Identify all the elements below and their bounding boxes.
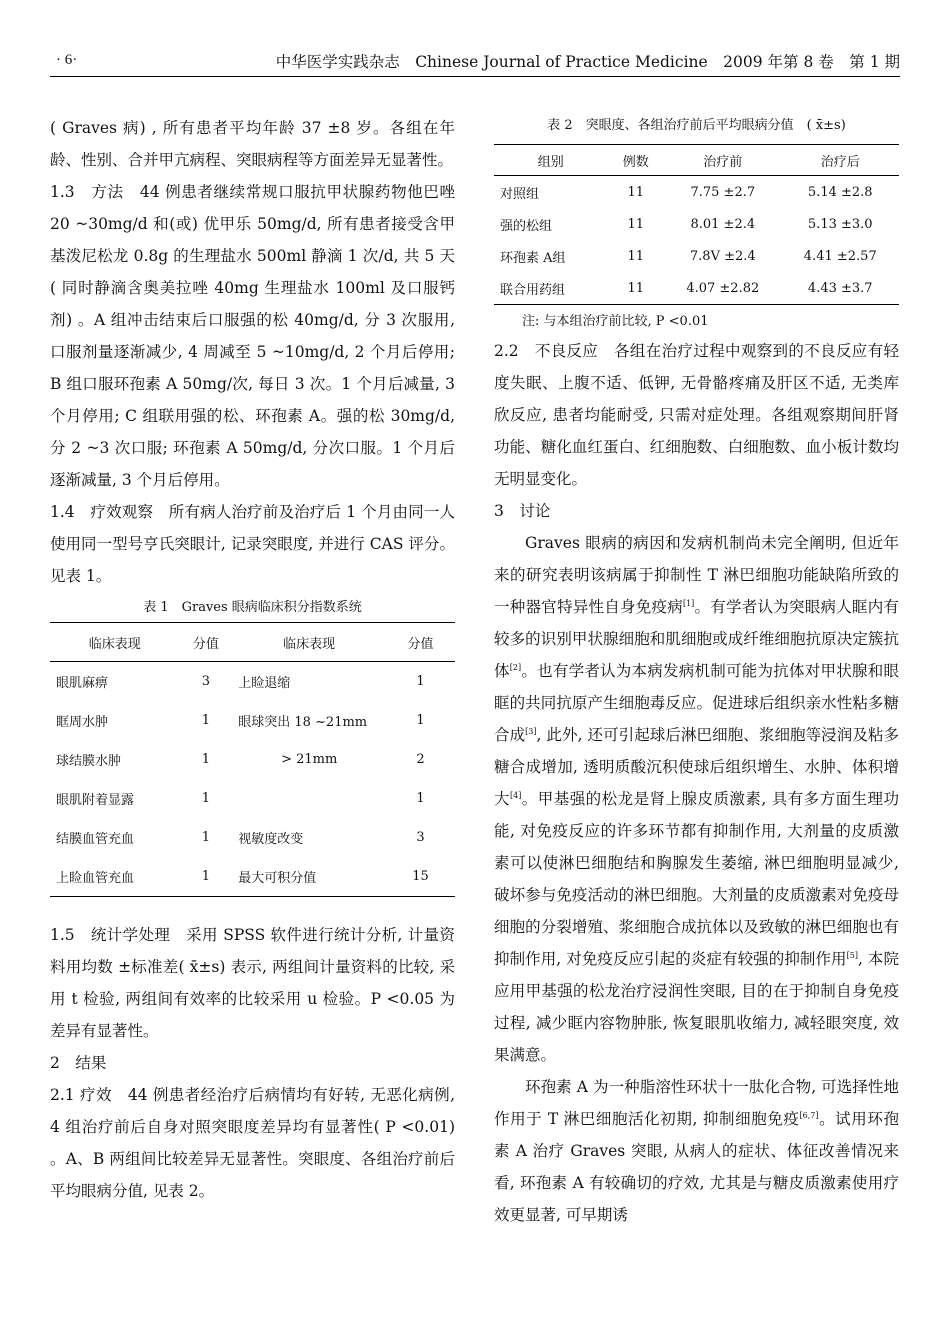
left-column xyxy=(50,112,455,1207)
citation: [4] xyxy=(509,790,522,800)
column-header: 治疗前 xyxy=(664,145,781,176)
table-cell: 强的松组 xyxy=(500,218,553,234)
table-cell: 结膜血管充血 xyxy=(56,832,135,847)
table-row xyxy=(50,779,455,818)
table-header-row xyxy=(494,145,899,176)
text-run: , 此外, 还可引起球后淋巴细胞、浆细胞等浸润及粘多糖合成增加, 透明质酸沉积使球后组织增生、水肿、体积增大 xyxy=(494,726,899,808)
table-2-note: 注: 与本组治疗前比较, P <0.01 xyxy=(522,314,709,329)
text-run: , 本院应用甲基强的松龙治疗浸润性突眼, 目的在于抑制自身免疫过程, 减少眶内容物肿胀, 恢复眼肌收缩力, 减轻眼突度, 效果满意。 xyxy=(494,950,899,1064)
table-cell: 5.14 ±2.8 xyxy=(807,184,873,200)
table-cell: 球结膜水肿 xyxy=(56,754,122,769)
table-cell: 1 xyxy=(201,752,211,767)
statistics-paragraph: 1.5 统计学处理 采用 SPSS 软件进行统计分析, 计量资料用均数 ±标准差( x̄±s) 表示, 两组间计量资料的比较, 采用 t 检验, 两组间有效率的比较采用 u 检验。P <0.05 为差异有显著性。 xyxy=(50,926,455,1040)
column-header: 分值 xyxy=(180,623,233,662)
right-column xyxy=(494,112,899,1231)
text-run: 环孢素 A 为一种脂溶性环状十一肽化合物, 可选择性地作用于 T 淋巴细胞活化初期, 抑制细胞免疫 xyxy=(494,1078,899,1128)
page-header xyxy=(50,50,900,78)
table-1-caption: 表 1 Graves 眼病临床积分指数系统 xyxy=(143,600,362,615)
text-run: 。有学者认为突眼病人眶内有较多的识别甲状腺细胞和肌细胞或成纤维细胞抗原决定簇抗体 xyxy=(494,598,899,680)
column-header: 分值 xyxy=(386,623,455,662)
table-row xyxy=(494,272,899,305)
text-run: 。试用环孢素 A 治疗 Graves 突眼, 从病人的症状、体征改善情况来看, 环孢素 A 有较确切的疗效, 尤其是与糖皮质激素使用疗效更显著, 可早期诱 xyxy=(494,1110,899,1224)
table-cell: 1 xyxy=(201,713,211,728)
table-cell: 环孢素 A组 xyxy=(500,250,566,266)
table-cell: 1 xyxy=(416,674,425,689)
table-row xyxy=(50,701,455,740)
table-1-grid xyxy=(50,622,455,897)
table-cell: 4.07 ±2.82 xyxy=(686,280,760,296)
table-row xyxy=(50,740,455,779)
table-row xyxy=(50,857,455,897)
column-header: 临床表现 xyxy=(50,623,180,662)
column-header: 治疗后 xyxy=(782,145,899,176)
text-run: 。也有学者认为本病发病机制可能为抗体对甲状腺和眼眶的共同抗原产生细胞毒反应。促进球后组织亲水性粘多糖合成 xyxy=(494,662,899,744)
table-cell: 眶周水肿 xyxy=(56,715,109,730)
table-cell: 视敏度改变 xyxy=(238,832,304,847)
observation-paragraph: 1.4 疗效观察 所有病人治疗前及治疗后 1 个月由同一人使用同一型号亨氏突眼计, 记录突眼度, 并进行 CAS 评分。见表 1。 xyxy=(50,503,455,585)
table-cell: 最大可积分值 xyxy=(238,871,317,886)
page-number: · 6· xyxy=(56,52,78,68)
cyclosporine-paragraph xyxy=(494,1071,899,1231)
table-cell: 3 xyxy=(201,674,211,689)
table-row xyxy=(50,662,455,702)
citation: [6,7] xyxy=(799,1110,819,1120)
table-cell: 5.13 ±3.0 xyxy=(807,216,873,232)
column-header: 组别 xyxy=(494,145,607,176)
table-cell: 联合用药组 xyxy=(500,282,566,298)
text-run: 。甲基强的松龙是肾上腺皮质激素, 具有多方面生理功能, 对免疫反应的许多环节都有抑制作用, 大剂量的皮质激素可以使淋巴细胞结和胸腺发生萎缩, 淋巴细胞明显减少, 破坏参与免疫活动的淋巴细胞。大剂量的皮质激素对免疫母细胞的分裂增殖、浆细胞合成抗体以及致敏的淋巴细胞也有抑制作用, 对免疫反应引起的炎症有较强的抑制作用 xyxy=(494,790,899,968)
header-rule xyxy=(50,76,900,77)
table-cell: 11 xyxy=(627,216,644,232)
section-heading: 2 结果 xyxy=(50,1054,107,1072)
discussion-paragraph xyxy=(494,527,899,1071)
table-cell: 1 xyxy=(201,791,211,806)
table-cell: 1 xyxy=(201,830,211,845)
table-cell: 1 xyxy=(201,869,211,884)
table-cell: 眼肌附着显露 xyxy=(56,793,135,808)
methods-paragraph: 1.3 方法 44 例患者继续常规口服抗甲状腺药物他巴唑 20 ~30mg/d 和(或) 优甲乐 50mg/d, 所有患者接受含甲基泼尼松龙 0.8g 的生理盐水 500ml 静滴 1 次/d, 共 5 天( 同时静滴含奥美拉唑 40mg 生理盐水 100ml 及口服钙剂) 。A 组冲击结束后口服强的松 40mg/d, 分 3 次服用, 口服剂量逐渐减少, 4 周减至 5 ~10mg/d, 2 个月后停用; B 组口服环孢素 A 50mg/次, 每日 3 次。1 个月后减量, 3 个月停用; C 组联用强的松、环孢素 A。强的松 30mg/d, 分 2 ~3 次口服; 环孢素 A 50mg/d, 分次口服。1 个月后逐渐减量, 3 个月后停用。 xyxy=(50,183,455,489)
table-cell: 眼肌麻痹 xyxy=(56,676,109,691)
table-row xyxy=(494,176,899,209)
table-cell: 上睑退缩 xyxy=(238,676,291,691)
table-cell: 4.43 ±3.7 xyxy=(807,280,873,296)
table-cell: 1 xyxy=(416,791,425,806)
section-heading: 3 讨论 xyxy=(494,502,551,520)
table-cell: > 21mm xyxy=(281,752,338,767)
table-2 xyxy=(494,112,899,335)
text-run: Graves 眼病的病因和发病机制尚未完全阐明, 但近年来的研究表明该病属于抑制性 T 淋巴细胞功能缺陷所致的一种器官特异性自身免疫病 xyxy=(494,534,899,616)
table-2-caption: 表 2 突眼度、各组治疗前后平均眼病分值 ( x̄±s) xyxy=(547,118,846,133)
journal-title: 中华医学实践杂志 Chinese Journal of Practice Medicine 2009 年第 8 卷 第 1 期 xyxy=(275,53,900,71)
table-cell: 3 xyxy=(416,830,425,845)
paragraph: ( Graves 病) , 所有患者平均年龄 37 ±8 岁。各组在年龄、性别、合并甲亢病程、突眼病程等方面差异无显著性。 xyxy=(50,119,455,169)
table-1 xyxy=(50,594,455,897)
table-row xyxy=(50,818,455,857)
table-cell: 8.01 ±2.4 xyxy=(690,216,756,232)
table-row xyxy=(494,240,899,272)
table-cell: 上睑血管充血 xyxy=(56,871,135,886)
table-cell: 15 xyxy=(412,869,429,884)
table-cell: 4.41 ±2.57 xyxy=(803,248,877,264)
table-cell: 2 xyxy=(416,752,425,767)
column-header: 例数 xyxy=(607,145,664,176)
citation: [1] xyxy=(682,598,695,608)
table-row xyxy=(494,208,899,240)
table-cell: 眼球突出 18 ~21mm xyxy=(238,715,368,730)
citation: [5] xyxy=(846,950,858,960)
citation: [3] xyxy=(525,726,537,736)
table-cell: 7.75 ±2.7 xyxy=(690,184,756,200)
table-header-row xyxy=(50,623,455,662)
table-cell: 7.8V ±2.4 xyxy=(689,248,756,264)
table-2-grid xyxy=(494,144,899,305)
table-cell: 11 xyxy=(627,184,644,200)
table-cell: 对照组 xyxy=(500,186,540,202)
column-header: 临床表现 xyxy=(232,623,386,662)
table-cell: 11 xyxy=(627,248,644,264)
citation: [2] xyxy=(509,662,522,672)
table-cell: 11 xyxy=(627,280,644,296)
adverse-reaction-paragraph: 2.2 不良反应 各组在治疗过程中观察到的不良反应有轻度失眠、上腹不适、低钾, 无骨骼疼痛及肝区不适, 无类库欣反应, 患者均能耐受, 只需对症处理。各组观察期间肝肾功能、糖化血红蛋白、红细胞数、白细胞数、血小板计数均无明显变化。 xyxy=(494,342,899,488)
table-cell: 1 xyxy=(416,713,425,728)
results-paragraph: 2.1 疗效 44 例患者经治疗后病情均有好转, 无恶化病例, 4 组治疗前后自身对照突眼度差异均有显著性( P <0.01) 。A、B 两组间比较差异无显著性。突眼度、各组治疗前后平均眼病分值, 见表 2。 xyxy=(50,1086,455,1200)
table-cell xyxy=(232,779,386,818)
